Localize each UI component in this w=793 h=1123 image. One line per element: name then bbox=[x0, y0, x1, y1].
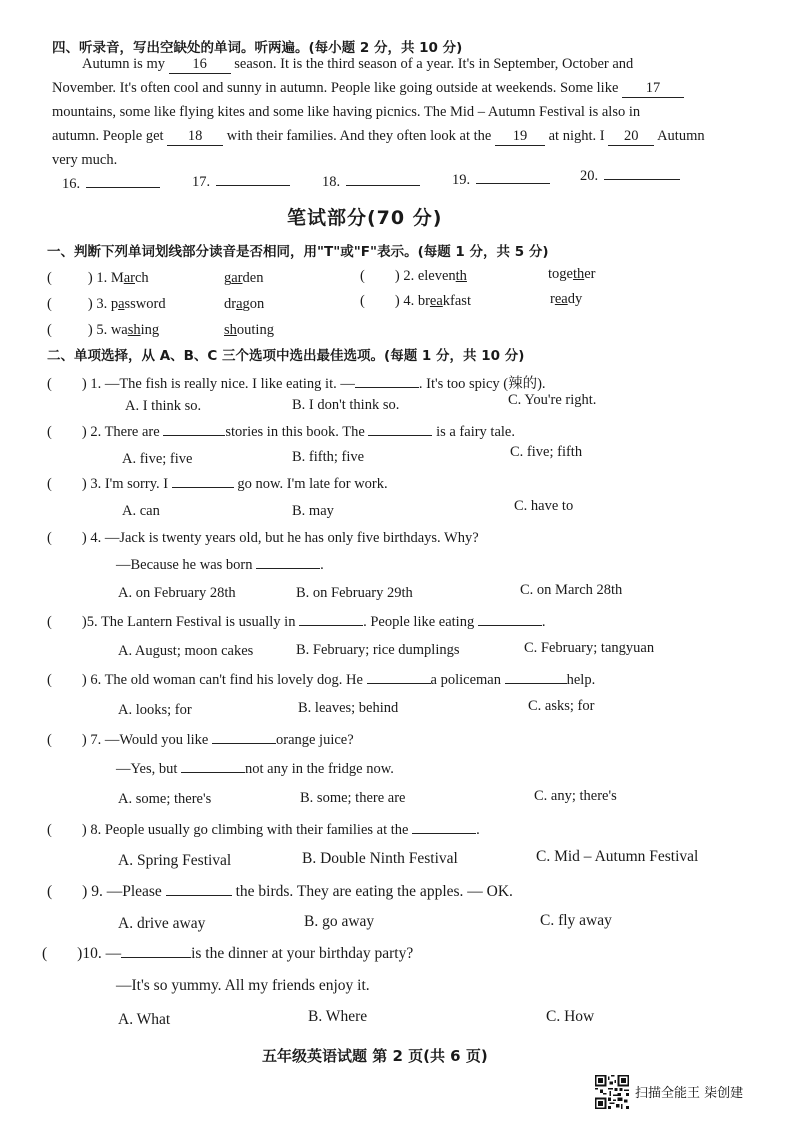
q5-stem: ( )5. The Lantern Festival is usually in . People like eating . bbox=[47, 614, 546, 630]
q8-option-c[interactable]: C. Mid – Autumn Festival bbox=[536, 848, 699, 865]
q4-stem: ( ) 4. —Jack is twenty years old, but he has only five birthdays. Why? bbox=[47, 530, 479, 546]
q9-option-b[interactable]: B. go away bbox=[304, 913, 375, 930]
listening-line-5: very much. bbox=[52, 152, 118, 168]
part1-item-4: ( ) 4. breakfast bbox=[360, 293, 471, 309]
q2-stem: ( ) 2. There are stories in this book. The is a fairy tale. bbox=[47, 424, 515, 440]
answer-17: 17. bbox=[192, 174, 290, 191]
part1-item-2-word2: together bbox=[548, 266, 596, 282]
q5-option-c[interactable]: C. February; tangyuan bbox=[524, 640, 655, 656]
part1-item-2: ( ) 2. eleventh bbox=[360, 268, 467, 284]
q10-stem: ( )10. — is the dinner at your birthday party? bbox=[42, 945, 414, 962]
q9-option-a[interactable]: A. drive away bbox=[118, 915, 206, 932]
q10-stem-2: —It's so yummy. All my friends enjoy it. bbox=[116, 977, 370, 994]
q6-option-a[interactable]: A. looks; for bbox=[118, 702, 192, 718]
q10-blank[interactable] bbox=[121, 956, 191, 958]
answer-18-line[interactable] bbox=[346, 184, 420, 186]
written-part-title: 笔试部分(70 分) bbox=[287, 207, 443, 229]
q6-option-b[interactable]: B. leaves; behind bbox=[298, 700, 399, 716]
q7-option-b[interactable]: B. some; there are bbox=[300, 790, 406, 806]
q8-option-a[interactable]: A. Spring Festival bbox=[118, 852, 232, 869]
q8-stem: ( ) 8. People usually go climbing with their families at the . bbox=[47, 822, 480, 838]
q3-stem: ( ) 3. I'm sorry. I go now. I'm late for work. bbox=[47, 476, 388, 492]
q5-option-b[interactable]: B. February; rice dumplings bbox=[296, 642, 460, 658]
q2-blank-2[interactable] bbox=[368, 434, 432, 436]
q10-option-b[interactable]: B. Where bbox=[308, 1008, 368, 1025]
q8-blank[interactable] bbox=[412, 832, 476, 834]
listening-header: 四、听录音，写出空缺处的单词。听两遍。(每小题 2 分，共 10 分) bbox=[52, 40, 463, 56]
listening-line-2: November. It's often cool and sunny in autumn. People like going outside at weekends. Some like 17 bbox=[52, 80, 684, 98]
part1-header: 一、判断下列单词划线部分读音是否相同，用"T"或"F"表示。(每题 1 分，共 5 分) bbox=[47, 244, 549, 260]
q9-stem: ( ) 9. —Please the birds. They are eating the apples. — OK. bbox=[47, 883, 513, 900]
q2-option-b[interactable]: B. fifth; five bbox=[292, 449, 365, 465]
q3-blank[interactable] bbox=[172, 486, 234, 488]
q10-option-a[interactable]: A. What bbox=[118, 1011, 171, 1028]
part2-header: 二、单项选择，从 A、B、C 三个选项中选出最佳选项。(每题 1 分，共 10 分) bbox=[47, 348, 525, 364]
answer-16: 16. bbox=[62, 176, 160, 193]
answer-19: 19. bbox=[452, 172, 550, 189]
q3-option-c[interactable]: C. have to bbox=[514, 498, 574, 514]
blank-16[interactable]: 16 bbox=[169, 56, 231, 74]
q8-option-b[interactable]: B. Double Ninth Festival bbox=[302, 850, 458, 867]
answer-20-line[interactable] bbox=[604, 178, 680, 180]
answer-19-line[interactable] bbox=[476, 182, 550, 184]
listening-line-4: autumn. People get 18 with their families. And they often look at the 19 at night. I 20 Autumn bbox=[52, 128, 705, 144]
q7-blank-2[interactable] bbox=[181, 771, 245, 773]
q1-blank[interactable] bbox=[355, 386, 419, 388]
listening-line-3: mountains, some like flying kites and some like having picnics. The Mid – Autumn Festival is also in bbox=[52, 104, 641, 120]
part1-item-3: ( ) 3. password bbox=[47, 296, 166, 312]
qr-code-icon bbox=[595, 1075, 629, 1109]
q10-option-c[interactable]: C. How bbox=[546, 1008, 595, 1025]
part1-item-4-word2: ready bbox=[550, 291, 583, 307]
q1-option-c[interactable]: C. You're right. bbox=[508, 392, 597, 408]
q7-option-c[interactable]: C. any; there's bbox=[534, 788, 617, 804]
q7-stem-2: —Yes, but not any in the fridge now. bbox=[116, 761, 394, 777]
q6-blank-2[interactable] bbox=[505, 682, 567, 684]
q1-stem: ( ) 1. —The fish is really nice. I like eating it. — . It's too spicy (辣的). bbox=[47, 376, 546, 392]
q6-stem: ( ) 6. The old woman can't find his lovely dog. He a policeman help. bbox=[47, 672, 596, 688]
blank-17[interactable]: 17 bbox=[622, 80, 684, 98]
q1-option-b[interactable]: B. I don't think so. bbox=[292, 397, 400, 413]
q2-option-a[interactable]: A. five; five bbox=[122, 451, 193, 467]
answer-20: 20. bbox=[580, 168, 680, 185]
q7-blank-1[interactable] bbox=[212, 742, 276, 744]
q7-option-a[interactable]: A. some; there's bbox=[118, 791, 212, 807]
part1-item-5-word2: shouting bbox=[224, 322, 274, 338]
part1-item-3-word2: dragon bbox=[224, 296, 265, 312]
q2-option-c[interactable]: C. five; fifth bbox=[510, 444, 583, 460]
answer-17-line[interactable] bbox=[216, 184, 290, 186]
q7-stem: ( ) 7. —Would you like orange juice? bbox=[47, 732, 354, 748]
q5-blank-2[interactable] bbox=[478, 624, 542, 626]
blank-18[interactable]: 18 bbox=[167, 128, 223, 146]
listening-line-1: Autumn is my 16 season. It is the third season of a year. It's in September, October and bbox=[82, 56, 634, 72]
answer-16-line[interactable] bbox=[86, 186, 160, 188]
part1-item-5: ( ) 5. washing bbox=[47, 322, 160, 338]
part1-item-1: ( ) 1. March bbox=[47, 270, 149, 286]
q5-option-a[interactable]: A. August; moon cakes bbox=[118, 643, 254, 659]
q6-option-c[interactable]: C. asks; for bbox=[528, 698, 595, 714]
q6-blank-1[interactable] bbox=[367, 682, 431, 684]
q4-option-c[interactable]: C. on March 28th bbox=[520, 582, 623, 598]
blank-19[interactable]: 19 bbox=[495, 128, 545, 146]
q4-stem-2: —Because he was born . bbox=[116, 557, 324, 573]
q5-blank-1[interactable] bbox=[299, 624, 363, 626]
q3-option-b[interactable]: B. may bbox=[292, 503, 334, 519]
blank-20[interactable]: 20 bbox=[608, 128, 654, 146]
q9-option-c[interactable]: C. fly away bbox=[540, 912, 612, 929]
q3-option-a[interactable]: A. can bbox=[122, 503, 160, 519]
q4-option-a[interactable]: A. on February 28th bbox=[118, 585, 236, 601]
page-footer: 五年级英语试题 第 2 页(共 6 页) bbox=[262, 1047, 488, 1065]
q4-blank[interactable] bbox=[256, 567, 320, 569]
q9-blank[interactable] bbox=[166, 894, 232, 896]
watermark-text: 扫描全能王 柒创建 bbox=[635, 1086, 744, 1101]
q4-option-b[interactable]: B. on February 29th bbox=[296, 585, 413, 601]
q2-blank-1[interactable] bbox=[163, 434, 225, 436]
answer-18: 18. bbox=[322, 174, 420, 191]
q1-option-a[interactable]: A. I think so. bbox=[125, 398, 202, 414]
part1-item-1-word2: garden bbox=[224, 270, 264, 286]
